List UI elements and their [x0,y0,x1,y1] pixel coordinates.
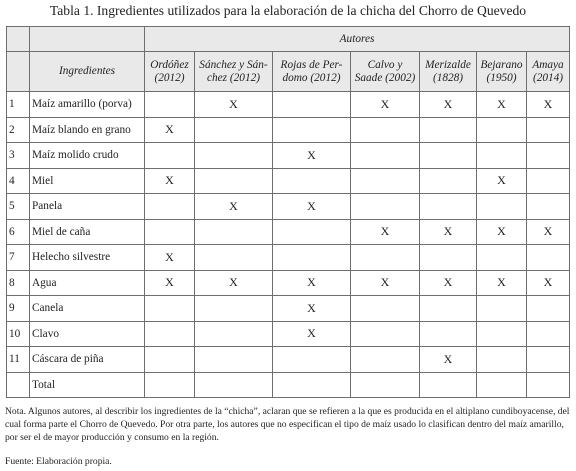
author-mark-cell [351,372,420,398]
author-mark-cell: X [420,219,477,245]
ingredients-column-header: Ingredientes [30,52,145,92]
author-mark-cell [145,321,195,347]
table-row [7,347,570,373]
author-mark-cell [420,194,477,220]
author-mark-cell [195,168,273,194]
table-row [7,143,570,169]
author-mark-cell [351,194,420,220]
author-mark-cell [477,245,527,271]
author-mark-cell: X [351,219,420,245]
table-body [7,92,570,398]
row-number: 11 [7,347,30,373]
author-column-header [527,52,570,92]
header-blank-num [7,27,30,52]
table-row [7,296,570,322]
author-mark-cell: X [351,270,420,296]
author-mark-cell [145,143,195,169]
author-mark-cell: X [273,321,351,347]
author-mark-cell [527,245,570,271]
author-name-line: Rojas de Per- [280,58,343,71]
author-mark-cell [195,143,273,169]
author-mark-cell: X [145,117,195,143]
author-mark-cell [195,296,273,322]
author-column-header [351,52,420,92]
ingredient-name: Clavo [30,321,145,347]
table-title: Tabla 1. Ingredientes utilizados para la elaboración de la chicha del Chorro de Quevedo [49,3,527,18]
authors-group-header: Autores [145,27,570,52]
author-mark-cell [145,219,195,245]
author-mark-cell: X [145,168,195,194]
table-source: Fuente: Elaboración propia. [5,456,112,467]
author-mark-cell [477,347,527,373]
author-mark-cell [195,321,273,347]
ingredient-name: Agua [30,270,145,296]
author-mark-cell [273,245,351,271]
author-name-line: Merizalde [425,58,471,71]
author-mark-cell [351,117,420,143]
author-mark-cell [527,296,570,322]
author-mark-cell [195,219,273,245]
author-mark-cell [477,372,527,398]
author-mark-cell [420,245,477,271]
ingredient-name: Miel [30,168,145,194]
author-mark-cell [477,321,527,347]
row-number: 10 [7,321,30,347]
author-mark-cell [527,347,570,373]
author-mark-cell [273,117,351,143]
table-row [7,168,570,194]
author-mark-cell: X [273,296,351,322]
author-mark-cell [273,347,351,373]
author-mark-cell: X [477,168,527,194]
author-mark-cell: X [195,92,273,118]
author-mark-cell: X [351,92,420,118]
author-mark-cell [351,296,420,322]
row-number: 1 [7,92,30,118]
author-mark-cell [351,347,420,373]
author-mark-cell [145,92,195,118]
ingredient-name: Helecho silvestre [30,245,145,271]
row-number: 6 [7,219,30,245]
row-number: 3 [7,143,30,169]
author-mark-cell [527,168,570,194]
author-mark-cell: X [477,92,527,118]
row-number: 2 [7,117,30,143]
ingredients-table [6,26,570,398]
author-mark-cell: X [273,143,351,169]
author-mark-cell [477,143,527,169]
author-year-line: domo (2012) [282,71,341,84]
ingredient-name: Panela [30,194,145,220]
row-number [7,372,30,398]
table-row [7,194,570,220]
header-row-group [7,27,570,52]
author-name-line: Bejarano [480,58,523,71]
author-mark-cell [420,117,477,143]
author-mark-cell [273,168,351,194]
author-mark-cell: X [527,92,570,118]
author-mark-cell: X [195,194,273,220]
ingredient-name: Maíz amarillo (porva) [30,92,145,118]
table-row [7,321,570,347]
author-mark-cell [195,347,273,373]
author-mark-cell [527,372,570,398]
author-mark-cell: X [273,194,351,220]
author-mark-cell: X [477,219,527,245]
author-mark-cell [273,219,351,245]
author-year-line: chez (2012) [206,71,260,84]
author-column-header [420,52,477,92]
author-name-line: Calvo y [367,58,403,71]
author-mark-cell: X [527,270,570,296]
author-mark-cell: X [477,270,527,296]
author-mark-cell [420,143,477,169]
header-blank-ingredient [30,27,145,52]
author-mark-cell [195,117,273,143]
author-mark-cell [527,321,570,347]
author-mark-cell: X [195,270,273,296]
author-mark-cell: X [420,270,477,296]
author-mark-cell: X [527,219,570,245]
header-row-authors [7,52,570,92]
author-mark-cell [145,296,195,322]
table-row [7,245,570,271]
author-name-line: Ordóñez [150,58,189,71]
ingredient-name: Maíz blando en grano [30,117,145,143]
author-year-line: (2012) [154,71,185,84]
header-num-cell [7,52,30,92]
author-mark-cell [420,168,477,194]
author-column-header [477,52,527,92]
author-year-line: (1950) [486,71,517,84]
table-row [7,372,570,398]
author-mark-cell: X [145,270,195,296]
author-mark-cell: X [273,270,351,296]
table-row [7,219,570,245]
author-mark-cell [527,117,570,143]
ingredient-name: Canela [30,296,145,322]
author-mark-cell [351,143,420,169]
author-mark-cell [195,245,273,271]
author-year-line: (1828) [432,71,464,84]
author-mark-cell [527,194,570,220]
author-mark-cell [477,117,527,143]
table-row [7,117,570,143]
ingredient-name: Miel de caña [30,219,145,245]
author-mark-cell: X [420,347,477,373]
author-mark-cell [145,372,195,398]
row-number: 7 [7,245,30,271]
author-name-line: Amaya [532,58,564,71]
ingredient-name: Cáscara de piña [30,347,145,373]
author-mark-cell [420,321,477,347]
author-mark-cell [195,372,273,398]
table-row [7,270,570,296]
table-row [7,92,570,118]
author-column-header [145,52,195,92]
row-number: 5 [7,194,30,220]
author-mark-cell [351,321,420,347]
author-mark-cell [351,168,420,194]
author-mark-cell: X [145,245,195,271]
author-mark-cell [477,194,527,220]
author-mark-cell [145,194,195,220]
author-mark-cell [477,296,527,322]
author-name-line: Sánchez y Sán- [199,58,268,71]
row-number: 8 [7,270,30,296]
author-mark-cell [527,143,570,169]
author-column-header [273,52,351,92]
ingredient-name: Total [30,372,145,398]
row-number: 4 [7,168,30,194]
author-mark-cell [351,245,420,271]
author-year-line: Saade (2002) [354,71,416,84]
ingredient-name: Maíz molido crudo [30,143,145,169]
row-number: 9 [7,296,30,322]
author-year-line: (2014) [532,71,564,84]
table-note: Nota. Algunos autores, al describir los ingredientes de la “chicha”, aclaran que se refieren a la que es producida en el altiplano cundiboyacense, del cual forma parte el Chorro de Quevedo. Por otra parte, los autores que no especifican el tipo de maíz usado lo clasifican dentro del maíz amarillo, por ser el de mayor producción y consumo en la región. [5,406,570,443]
author-mark-cell [420,296,477,322]
author-mark-cell [420,372,477,398]
author-mark-cell [273,372,351,398]
author-mark-cell: X [420,92,477,118]
author-column-header [195,52,273,92]
author-mark-cell [273,92,351,118]
author-mark-cell [145,347,195,373]
